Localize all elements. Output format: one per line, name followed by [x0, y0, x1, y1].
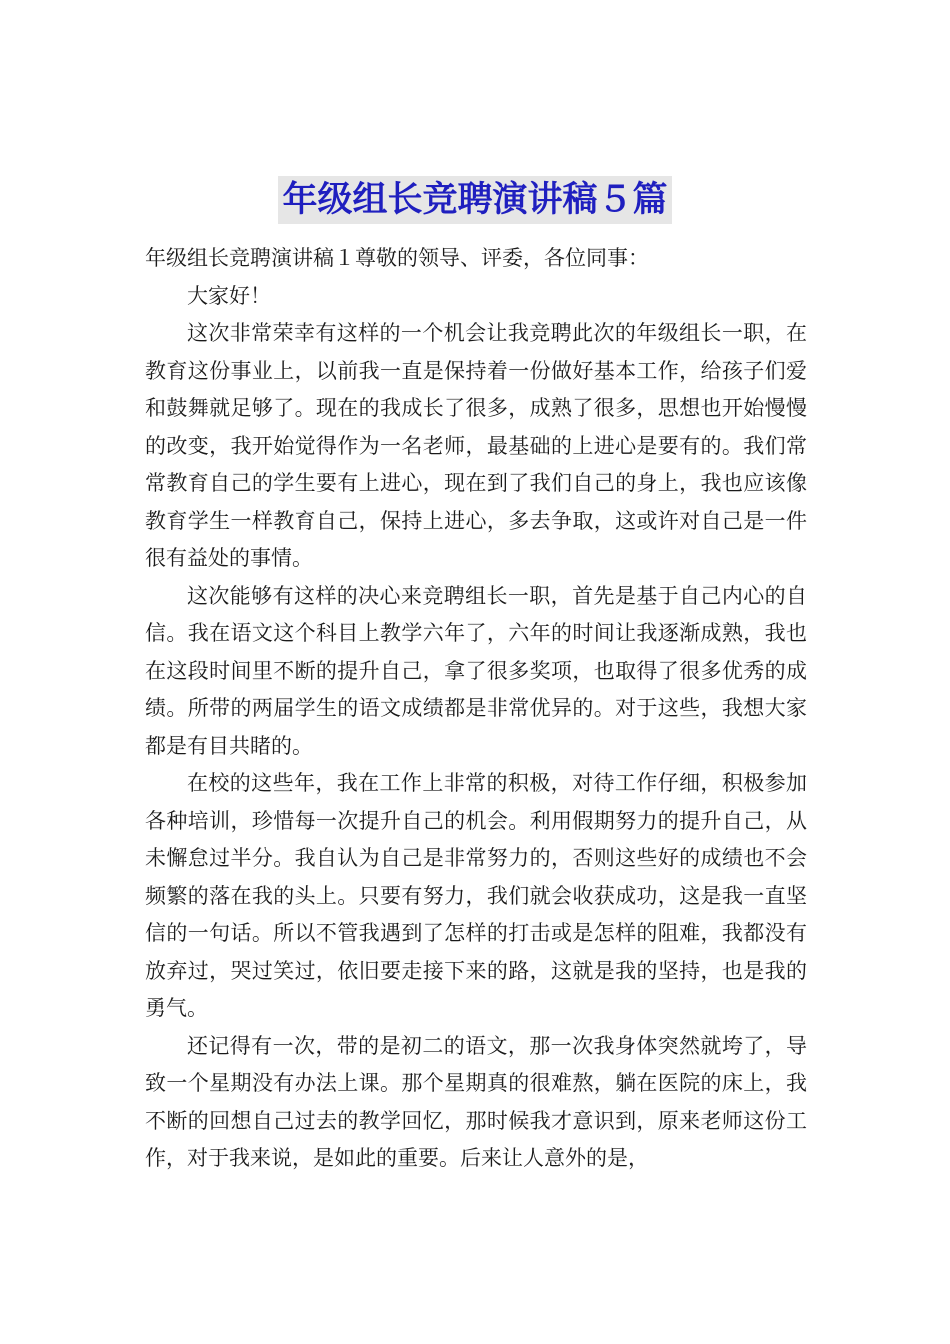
paragraph-heading-line: 年级组长竞聘演讲稿１尊敬的领导、评委，各位同事：: [145, 246, 649, 270]
document-title: 年级组长竞聘演讲稿５篇: [278, 176, 671, 224]
paragraph: 这次非常荣幸有这样的一个机会让我竞聘此次的年级组长一职，在教育这份事业上，以前我一直是保持着一份做好基本工作，给孩子们爱和鼓舞就足够了。现在的我成长了很多，成熟了很多，思想也开始慢慢的改变，我开始觉得作为一名老师，最基础的上进心是要有的。我们常常教育自己的学生要有上进心，现在到了我们自己的身上，我也应该像教育学生一样教育自己，保持上进心，多去争取，这或许对自己是一件很有益处的事情。: [145, 321, 807, 570]
paragraph: 在校的这些年，我在工作上非常的积极，对待工作仔细，积极参加各种培训，珍惜每一次提升自己的机会。利用假期努力的提升自己，从未懈怠过半分。我自认为自己是非常努力的，否则这些好的成绩也不会频繁的落在我的头上。只要有努力，我们就会收获成功，这是我一直坚信的一句话。所以不管我遇到了怎样的打击或是怎样的阻难，我都没有放弃过，哭过笑过，依旧要走接下来的路，这就是我的坚持，也是我的勇气。: [145, 771, 807, 1020]
paragraph-greeting: 大家好！: [187, 283, 271, 308]
paragraph: 这次能够有这样的决心来竞聘组长一职，首先是基于自己内心的自信。我在语文这个科目上教学六年了，六年的时间让我逐渐成熟，我也在这段时间里不断的提升自己，拿了很多奖项，也取得了很多优秀的成绩。所带的两届学生的语文成绩都是非常优异的。对于这些，我想大家都是有目共睹的。: [145, 583, 807, 758]
title-container: [0, 176, 950, 224]
paragraph: 还记得有一次，带的是初二的语文，那一次我身体突然就垮了，导致一个星期没有办法上课。那个星期真的很难熬，躺在医院的床上，我不断的回想自己过去的教学回忆，那时候我才意识到，原来老师这份工作，对于我来说，是如此的重要。后来让人意外的是，: [145, 1033, 807, 1170]
document-body: [145, 240, 807, 1178]
